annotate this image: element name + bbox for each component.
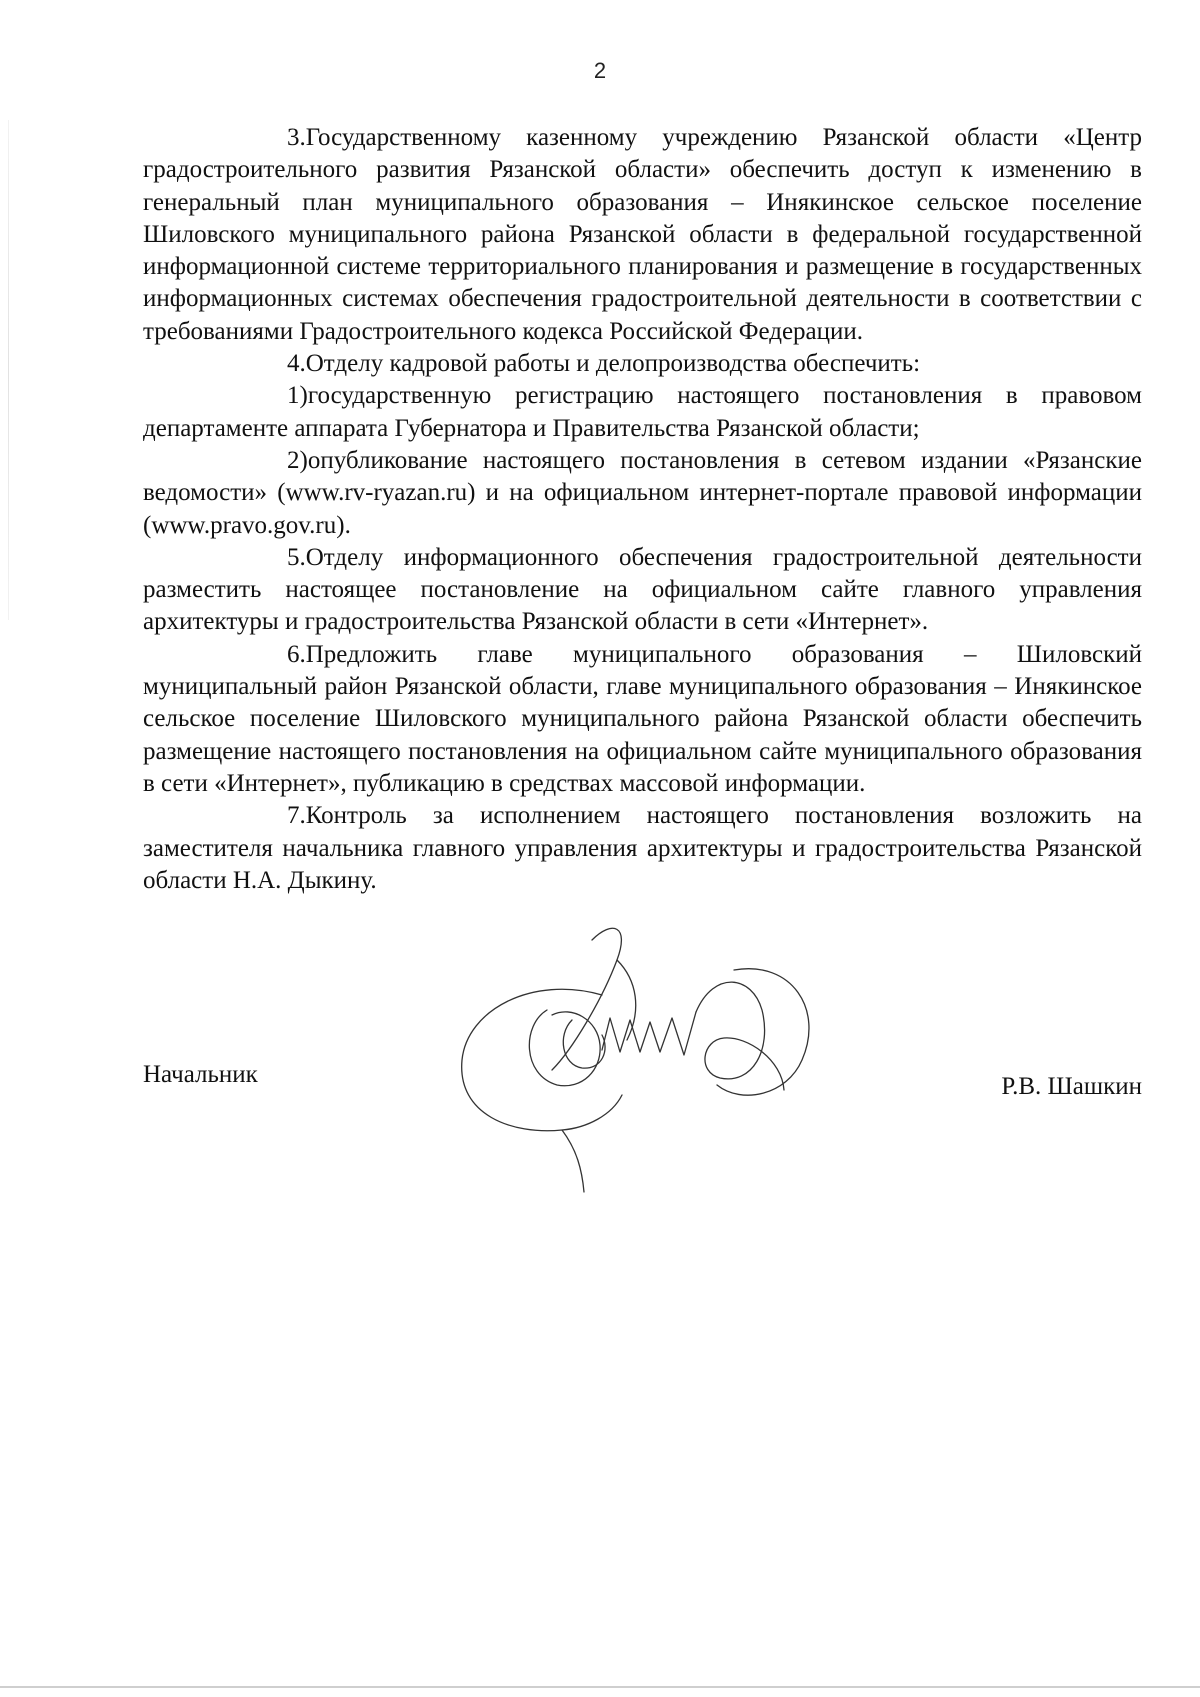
paragraph-text: Государственному казенному учреждению Рязанской области «Центр градостроительного развития Рязанской области» обеспечить доступ к изменению в генеральный план муниципального образования – Инякинское сельское поселение Шиловского муниципального района Рязанской области в федеральной государственной информационной системе территориального планирования и размещение в государственных информационных системах обеспечения градостроительной деятельности в соответствии с требованиями Градостроительного кодекса Российской Федерации. xyxy=(143,124,1142,345)
paragraph-text: Отделу кадровой работы и делопроизводства обеспечить: xyxy=(305,350,921,378)
paragraph-number: 5. xyxy=(287,543,306,571)
signer-title: Начальник xyxy=(143,1061,258,1088)
paragraph-text: Отделу информационного обеспечения градостроительной деятельности разместить настоящее постановление на официальном сайте главного управления архитектуры и градостроительства Рязанской области в сети «Интернет». xyxy=(143,543,1142,636)
paragraph-4-2 xyxy=(143,445,1142,542)
document-body xyxy=(143,122,1142,897)
paragraph-number: 3. xyxy=(287,124,306,151)
handwritten-signature xyxy=(452,900,852,1200)
paragraph-number: 7. xyxy=(287,802,306,830)
paragraph-text: Контроль за исполнением настоящего постановления возложить на заместителя начальника главного управления архитектуры и градостроительства Рязанской области Н.А. Дыкину. xyxy=(143,802,1142,894)
paragraph-7 xyxy=(143,800,1142,897)
paragraph-6 xyxy=(143,639,1142,800)
paragraph-number: 1) xyxy=(287,382,308,410)
scan-edge-left xyxy=(8,120,9,620)
paragraph-text: Предложить главе муниципального образования – Шиловский муниципальный район Рязанской области, главе муниципального образования – Инякинское сельское поселение Шиловского муниципального района Рязанской области обеспечить размещение настоящего постановления на официальном сайте муниципального образования в сети «Интернет», публикацию в средствах массовой информации. xyxy=(143,640,1142,797)
paragraph-number: 6. xyxy=(287,640,306,668)
scan-edge-bottom xyxy=(0,1686,1200,1688)
paragraph-3 xyxy=(143,122,1142,348)
signature-block xyxy=(143,1061,1142,1101)
paragraph-text: государственную регистрацию настоящего постановления в правовом департаменте аппарата Губернатора и Правительства Рязанской области; xyxy=(143,382,1142,442)
paragraph-4 xyxy=(143,348,1142,380)
signer-name: Р.В. Шашкин xyxy=(1001,1073,1142,1100)
paragraph-4-1 xyxy=(143,380,1142,445)
paragraph-5 xyxy=(143,542,1142,639)
paragraph-number: 4. xyxy=(287,350,306,378)
paragraph-number: 2) xyxy=(287,446,308,474)
paragraph-text: опубликование настоящего постановления в сетевом издании «Рязанские ведомости» (www.rv-ryazan.ru) и на официальном интернет-портале правовой информации (www.pravo.gov.ru). xyxy=(143,446,1142,539)
page-number: 2 xyxy=(593,58,607,83)
